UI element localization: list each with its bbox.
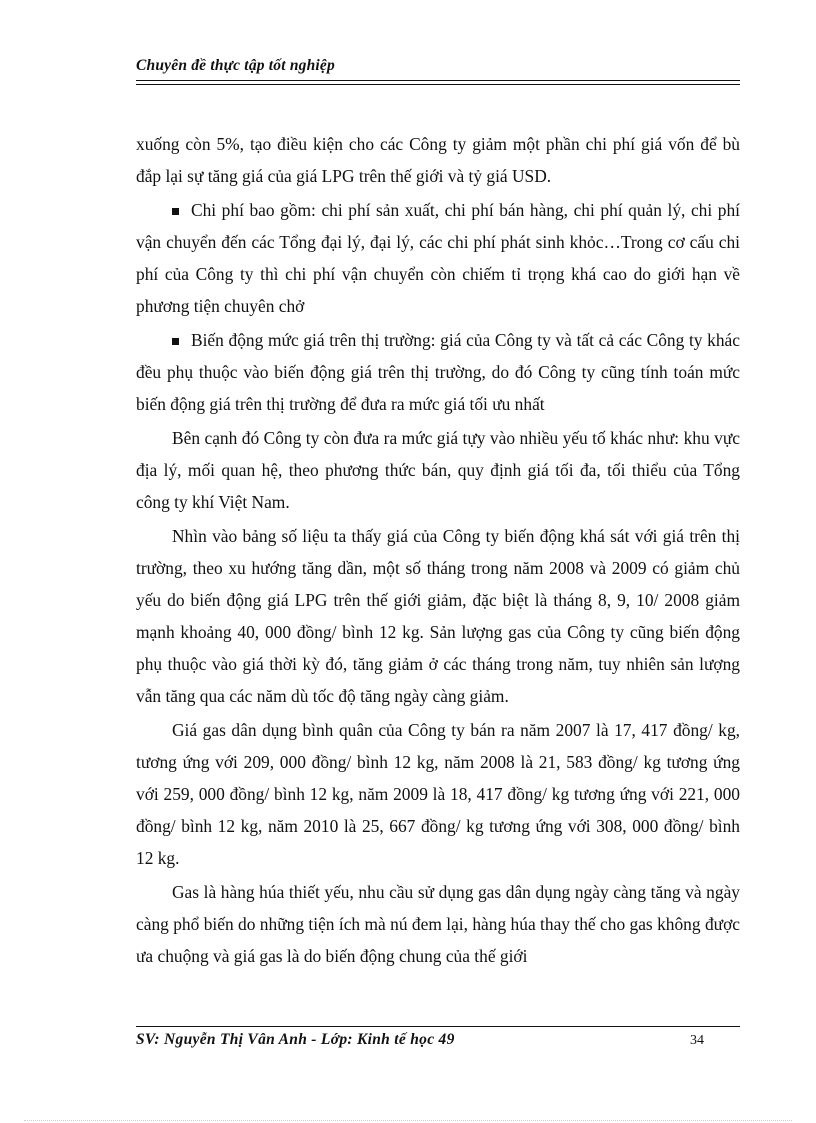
square-bullet-icon xyxy=(172,338,179,345)
bullet-item-costs xyxy=(136,194,740,322)
page-number: 34 xyxy=(690,1033,704,1048)
paragraph-3: Nhìn vào bảng số liệu ta thấy giá của Công ty biến động khá sát với giá trên thị trường, theo xu hướng tăng dần, một số tháng trong năm 2008 và 2009 có giảm chủ yếu do biến động giá LPG trên thế giới giảm, đặc biệt là tháng 8, 9, 10/ 2008 giảm mạnh khoảng 40, 000 đồng/ bình 12 kg. Sản lượng gas của Công ty cũng biến động phụ thuộc vào giá thời kỳ đó, tăng giảm ở các tháng trong năm, tuy nhiên sản lượng vẫn tăng qua các năm dù tốc độ tăng ngày càng giảm. xyxy=(136,526,740,706)
paragraph-5: Gas là hàng húa thiết yếu, nhu cầu sử dụng gas dân dụng ngày càng tăng và ngày càng phổ biến do những tiện ích mà nú đem lại, hàng húa thay thế cho gas không được ưa chuộng và giá gas là do biến động chung của thế giới xyxy=(136,882,740,966)
page-edge-border xyxy=(24,1120,792,1121)
bullet-text-costs: Chi phí bao gồm: chi phí sản xuất, chi phí bán hàng, chi phí quản lý, chi phí vận chuyển đến các Tổng đại lý, đại lý, các chi phí phát sinh khỏc…Trong cơ cấu chi phí của Công ty thì chi phí vận chuyển còn chiếm tỉ trọng khá cao do giới hạn về phương tiện chuyên chở xyxy=(136,200,740,316)
page-body xyxy=(136,128,740,974)
footer-student-info: SV: Nguyễn Thị Vân Anh - Lớp: Kinh tế học 49 xyxy=(136,1031,455,1048)
header-title: Chuyên đề thực tập tốt nghiệp xyxy=(136,57,335,74)
footer-rule xyxy=(136,1026,740,1027)
page-footer xyxy=(136,1026,740,1049)
square-bullet-icon xyxy=(172,208,179,215)
bullet-item-market-price xyxy=(136,324,740,420)
paragraph-2: Bên cạnh đó Công ty còn đưa ra mức giá tựy vào nhiều yếu tố khác như: khu vực địa lý, mối quan hệ, theo phương thức bán, quy định giá tối đa, tối thiểu của Tổng công ty khí Việt Nam. xyxy=(136,428,740,512)
header-double-rule xyxy=(136,80,740,85)
paragraph-1: xuống còn 5%, tạo điều kiện cho các Công ty giảm một phần chi phí giá vốn để bù đắp lại sự tăng giá của giá LPG trên thế giới và tỷ giá USD. xyxy=(136,134,740,186)
page-header xyxy=(136,56,740,85)
footer-row xyxy=(136,1031,740,1049)
paragraph-4: Giá gas dân dụng bình quân của Công ty bán ra năm 2007 là 17, 417 đồng/ kg, tương ứng với 209, 000 đồng/ bình 12 kg, năm 2008 là 21, 583 đồng/ kg tương ứng với 259, 000 đồng/ bình 12 kg, năm 2009 là 18, 417 đồng/ kg tương ứng với 221, 000 đồng/ bình 12 kg, năm 2010 là 25, 667 đồng/ kg tương ứng với 308, 000 đồng/ bình 12 kg. xyxy=(136,720,740,868)
bullet-text-market-price: Biến động mức giá trên thị trường: giá của Công ty và tất cả các Công ty khác đều phụ thuộc vào biến động giá trên thị trường, do đó Công ty cũng tính toán mức biến động giá trên thị trường để đưa ra mức giá tối ưu nhất xyxy=(136,330,740,414)
